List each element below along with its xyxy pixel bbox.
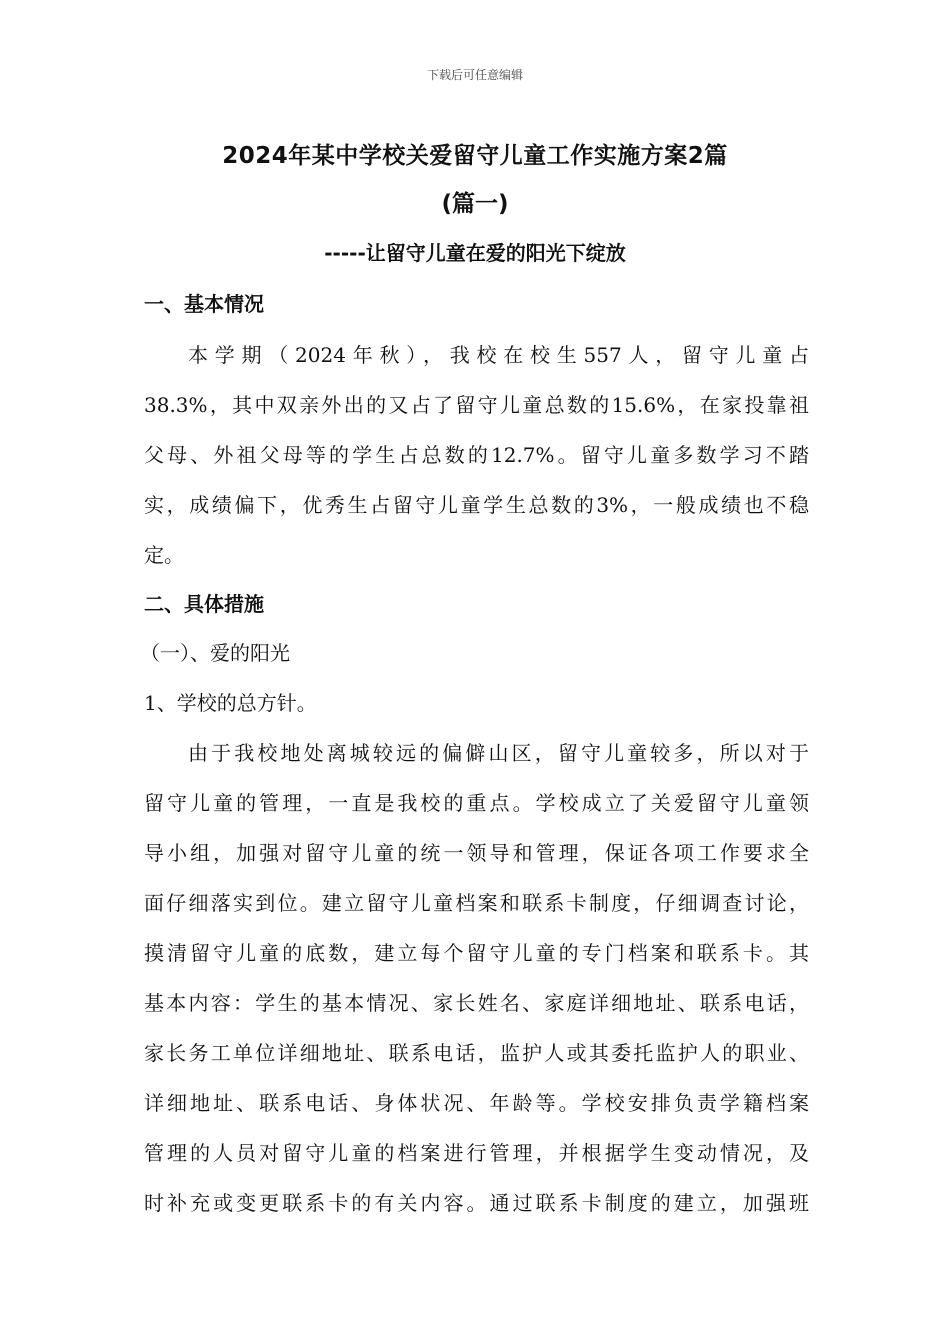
paragraph-line: 摸清留守儿童的底数，建立每个留守儿童的专门档案和联系卡。其 [144, 941, 809, 965]
paragraph-line: 面仔细落实到位。建立留守儿童档案和联系卡制度，仔细调查讨论， [144, 891, 809, 915]
paragraph-line: 时补充或变更联系卡的有关内容。通过联系卡制度的建立，加强班 [144, 1191, 809, 1215]
paragraph-line: 家长务工单位详细地址、联系电话，监护人或其委托监护人的职业、 [144, 1041, 809, 1065]
paragraph-line: 由于我校地处离城较远的偏僻山区，留守儿童较多，所以对于 [188, 741, 809, 765]
paragraph-line: 基本内容：学生的基本情况、家长姓名、家庭详细地址、联系电话， [144, 991, 809, 1015]
paragraph-line: 父母、外祖父母等的学生占总数的12.7%。留守儿童多数学习不踏 [144, 443, 809, 467]
paragraph-line: 详细地址、联系电话、身体状况、年龄等。学校安排负责学籍档案 [144, 1091, 809, 1115]
paragraph-line: 实，成绩偏下，优秀生占留守儿童学生总数的3%，一般成绩也不稳 [144, 493, 809, 517]
section-heading-measures: 二、具体措施 [144, 592, 264, 616]
document-title: 2024年某中学校关爱留守儿童工作实施方案2篇 [222, 143, 728, 169]
document-subtitle: -----让留守儿童在爱的阳光下绽放 [324, 241, 626, 265]
paragraph-line: 本学期（2024年秋），我校在校生557人，留守儿童占 [188, 343, 809, 367]
header-note: 下载后可任意编辑 [426, 68, 523, 82]
paragraph-line: 管理的人员对留守儿童的档案进行管理，并根据学生变动情况，及 [144, 1141, 809, 1165]
section-heading-basic-situation: 一、基本情况 [144, 292, 264, 316]
paragraph-line: 导小组，加强对留守儿童的统一领导和管理，保证各项工作要求全 [144, 841, 809, 865]
paragraph-line: 38.3%，其中双亲外出的又占了留守儿童总数的15.6%，在家投靠祖 [144, 393, 809, 417]
paragraph-line: 留守儿童的管理，一直是我校的重点。学校成立了关爱留守儿童领 [144, 791, 809, 815]
item-heading: 1、学校的总方针。 [144, 691, 317, 715]
paragraph-line: 定。 [144, 543, 184, 567]
subsection-heading: （一）、爱的阳光 [140, 641, 290, 665]
document-part-label: (篇一) [441, 191, 509, 217]
